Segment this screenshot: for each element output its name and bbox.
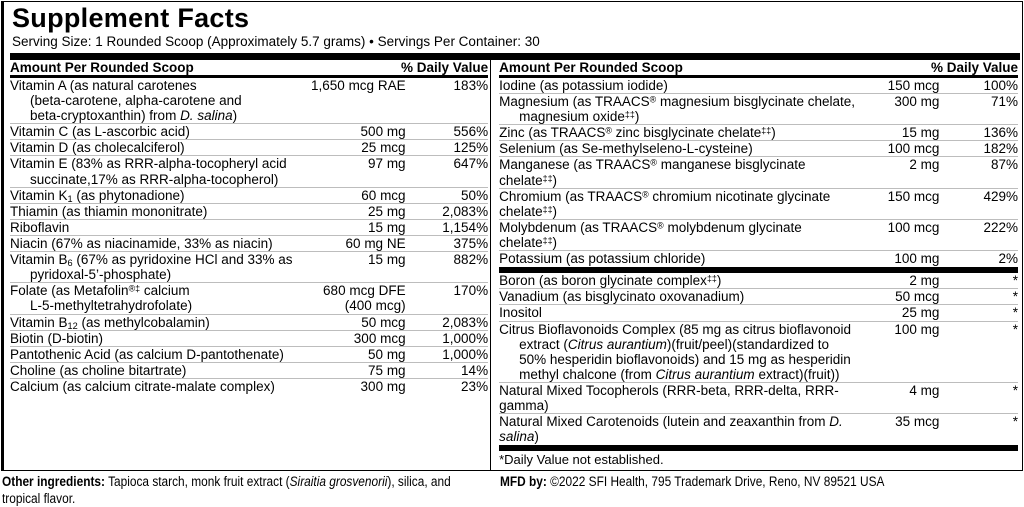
nutrient-row — [499, 251, 1018, 267]
nutrient-amount: 35 mcg — [895, 414, 940, 430]
nutrient-daily-value: 125% — [412, 140, 489, 156]
nutrient-daily-value: 100% — [945, 76, 1018, 93]
nutrient-amount: 97 mg — [302, 156, 412, 187]
nutrient-daily-value: 1,154% — [412, 219, 489, 235]
left-nutrient-rows — [10, 76, 488, 394]
left-header-daily-value: % Daily Value — [302, 60, 488, 77]
nutrient-daily-value: 429% — [945, 188, 1018, 219]
nutrient-daily-value: 183% — [412, 76, 489, 123]
left-nutrient-column — [4, 60, 490, 470]
nutrient-daily-value: * — [945, 382, 1018, 413]
nutrient-amount: 75 mg — [302, 362, 412, 378]
nutrient-amount: 2 mg — [857, 157, 945, 188]
nutrient-daily-value: 50% — [412, 187, 489, 203]
nutrient-daily-value: 23% — [461, 378, 489, 394]
serving-size-line: Serving Size: 1 Rounded Scoop (Approximately 5.7 grams) • Servings Per Container: 30 — [12, 34, 540, 50]
nutrient-amount: 500 mg — [302, 124, 412, 140]
nutrient-amount: 1,650 mcg RAE — [302, 76, 412, 123]
nutrient-name: Selenium (as Se-methylseleno-L-cysteine) — [499, 141, 857, 157]
nutrient-row — [499, 157, 1018, 188]
nutrient-daily-value: 647% — [412, 156, 489, 187]
nutrient-amount: 2 mg — [857, 273, 945, 289]
nutrient-daily-value: 222% — [945, 219, 1018, 250]
nutrient-daily-value: 1,000% — [412, 346, 489, 362]
right-nutrient-rows-minerals — [499, 76, 1018, 266]
nutrient-amount: 25 mg — [302, 203, 412, 219]
nutrient-row — [10, 378, 488, 394]
nutrient-row — [10, 252, 488, 283]
label-panel — [1, 1, 1023, 471]
nutrient-row — [499, 414, 1018, 445]
nutrient-row — [10, 314, 488, 330]
nutrient-amount: 50 mcg — [302, 314, 412, 330]
nutrient-row — [499, 76, 1018, 93]
nutrient-row — [10, 187, 488, 203]
nutrient-row — [499, 289, 1018, 305]
other-ingredients-text: Tapioca starch, monk fruit extract (Siraitia grosvenorii), silica, and tropical flavor. — [2, 474, 451, 506]
nutrient-row — [10, 283, 488, 314]
nutrient-name: Folate (as Metafolin®‡ calcium L-5-methyltetrahydrofolate) — [10, 283, 302, 314]
nutrient-amount: 50 mcg — [857, 289, 945, 305]
nutrient-amount: 60 mcg — [302, 187, 412, 203]
nutrient-amount: 100 mg — [894, 251, 940, 267]
nutrient-row — [499, 141, 1018, 157]
nutrient-daily-value: * — [945, 289, 1018, 305]
nutrient-name: Vitamin $K_1$ (as phytonadione) — [10, 187, 302, 203]
right-table-header-row — [499, 60, 1018, 77]
nutrient-daily-value: 14% — [412, 362, 489, 378]
right-nutrient-column — [490, 60, 1022, 470]
nutrient-amount: 60 mg NE — [302, 235, 412, 251]
nutrient-daily-value: 556% — [412, 124, 489, 140]
nutrient-amount: 300 mcg — [302, 330, 412, 346]
nutrient-daily-value: * — [945, 305, 1018, 321]
nutrient-name: Boron (as boron glycinate complex‡‡) — [499, 273, 857, 289]
nutrient-amount: 100 mcg — [857, 141, 945, 157]
nutrient-name: Riboflavin — [10, 219, 302, 235]
nutrient-name: Magnesium (as TRAACS® magnesium bisglycinate chelate, magnesium oxide‡‡) — [499, 93, 857, 124]
nutrient-name: Citrus Bioflavonoids Complex (85 mg as citrus bioflavonoid extract (Citrus aurantium)(fruit/peel)(standardized to 50% hesperidin bioflavonoids) and 15 mg as hesperidin methyl chalcone (from Citrus aurantium extract)(fruit)) — [499, 321, 857, 382]
page-title: Supplement Facts — [12, 3, 250, 33]
nutrient-daily-value: 87% — [945, 157, 1018, 188]
left-table-header-row — [10, 60, 488, 77]
nutrient-amount: 4 mg — [857, 382, 945, 413]
right-section-divider — [499, 266, 1018, 273]
nutrient-name: Molybdenum (as TRAACS® molybdenum glycinate chelate‡‡) — [499, 219, 857, 250]
nutrient-amount: 150 mcg — [857, 76, 945, 93]
nutrient-amount: 300 mg — [857, 93, 945, 124]
manufacturer-label: MFD by: — [500, 474, 547, 490]
nutrient-amount: 100 mg — [857, 321, 945, 382]
nutrient-name: Niacin (67% as niacinamide, 33% as niacin) — [10, 235, 302, 251]
nutrient-row — [499, 273, 1018, 289]
supplement-facts-label — [0, 1, 1024, 506]
nutrient-amount: 50 mg — [302, 346, 412, 362]
nutrient-row — [10, 203, 488, 219]
other-ingredients-block — [2, 474, 491, 507]
nutrient-name: Pantothenic Acid (as calcium D-pantothenate) — [10, 346, 302, 362]
nutrient-amount: 15 mg — [302, 252, 412, 283]
nutrient-row — [10, 124, 488, 140]
nutrient-amount: 15 mg — [302, 219, 412, 235]
nutrient-daily-value: * — [1012, 414, 1018, 430]
daily-value-footnote: *Daily Value not established. — [499, 452, 664, 468]
section-divider-bar — [499, 266, 1018, 273]
right-nutrient-table — [499, 60, 1018, 445]
nutrient-daily-value: 2% — [998, 251, 1018, 267]
nutrient-row — [10, 219, 488, 235]
nutrient-name: Natural Mixed Tocopherols (RRR-beta, RRR-delta, RRR-gamma) — [499, 382, 857, 413]
nutrient-daily-value: * — [945, 273, 1018, 289]
nutrient-row — [10, 346, 488, 362]
manufacturer-block — [500, 474, 884, 507]
nutrient-name: Chromium (as TRAACS® chromium nicotinate glycinate chelate‡‡) — [499, 188, 857, 219]
nutrient-name: Choline (as choline bitartrate) — [10, 362, 302, 378]
nutrient-name: Vitamin A (as natural carotenes (beta-carotene, alpha-carotene and beta-cryptoxanthin) from D. salina) — [10, 76, 302, 123]
label-footer — [0, 471, 1024, 507]
nutrient-name: Biotin (D-biotin) — [10, 330, 302, 346]
nutrient-name: Vitamin $B_{12}$ (as methylcobalamin) — [10, 314, 302, 330]
nutrient-daily-value: 882% — [412, 252, 489, 283]
nutrient-amount: 15 mg — [857, 125, 945, 141]
nutrient-name: Manganese (as TRAACS® manganese bisglycinate chelate‡‡) — [499, 157, 857, 188]
nutrient-daily-value: 182% — [945, 141, 1018, 157]
nutrient-row — [499, 305, 1018, 321]
nutrient-amount: 680 mcg DFE (400 mcg) — [302, 283, 412, 314]
nutrient-amount: 300 mg — [360, 378, 406, 394]
nutrient-name: Inositol — [499, 305, 857, 321]
nutrient-amount: 25 mg — [857, 305, 945, 321]
nutrient-row — [10, 76, 488, 123]
nutrient-name: Calcium (as calcium citrate-malate complex) — [10, 378, 275, 394]
right-header-amount: Amount Per Rounded Scoop — [499, 60, 857, 77]
nutrient-row — [499, 125, 1018, 141]
nutrient-daily-value: 375% — [412, 235, 489, 251]
nutrient-name: Vitamin $B_6$ (67% as pyridoxine HCl and 33% as pyridoxal-5’-phosphate) — [10, 252, 302, 283]
right-header-daily-value: % Daily Value — [857, 60, 1018, 77]
left-nutrient-table — [10, 60, 488, 394]
nutrient-row — [499, 188, 1018, 219]
nutrient-name: Vitamin E (83% as RRR-alpha-tocopheryl acid succinate,17% as RRR-alpha-tocopherol) — [10, 156, 302, 187]
nutrient-daily-value: 71% — [945, 93, 1018, 124]
nutrient-amount: 25 mcg — [302, 140, 412, 156]
manufacturer-text: ©2022 SFI Health, 795 Trademark Drive, Reno, NV 89521 USA — [550, 474, 885, 490]
right-nutrient-rows-other — [499, 273, 1018, 444]
nutrient-name: Vitamin D (as cholecalciferol) — [10, 140, 302, 156]
nutrient-daily-value: 170% — [412, 283, 489, 314]
nutrient-name: Potassium (as potassium chloride) — [499, 251, 706, 267]
nutrient-row — [499, 321, 1018, 382]
nutrient-daily-value: 2,083% — [412, 203, 489, 219]
nutrient-name: Zinc (as TRAACS® zinc bisglycinate chelate‡‡) — [499, 125, 857, 141]
nutrient-amount: 150 mcg — [857, 188, 945, 219]
nutrient-daily-value: 2,083% — [412, 314, 489, 330]
nutrient-name: Vanadium (as bisglycinato oxovanadium) — [499, 289, 857, 305]
nutrient-name: Thiamin (as thiamin mononitrate) — [10, 203, 302, 219]
nutrient-name: Vitamin C (as L-ascorbic acid) — [10, 124, 302, 140]
nutrient-row — [499, 219, 1018, 250]
left-header-amount: Amount Per Rounded Scoop — [10, 60, 302, 77]
nutrient-row — [10, 235, 488, 251]
nutrient-row — [499, 93, 1018, 124]
nutrient-daily-value: 136% — [945, 125, 1018, 141]
nutrient-daily-value: 1,000% — [412, 330, 489, 346]
nutrient-row — [10, 156, 488, 187]
nutrient-daily-value: * — [945, 321, 1018, 382]
nutrient-row — [10, 330, 488, 346]
nutrient-row — [10, 362, 488, 378]
nutrient-name: Natural Mixed Carotenoids (lutein and zeaxanthin from D. salina) — [499, 414, 843, 445]
header-divider — [10, 53, 1020, 60]
nutrient-amount: 100 mcg — [857, 219, 945, 250]
nutrient-row — [499, 382, 1018, 413]
nutrient-name: Iodine (as potassium iodide) — [499, 76, 857, 93]
nutrient-columns — [4, 60, 1022, 470]
nutrient-row — [10, 140, 488, 156]
other-ingredients-label: Other ingredients: — [2, 474, 105, 490]
